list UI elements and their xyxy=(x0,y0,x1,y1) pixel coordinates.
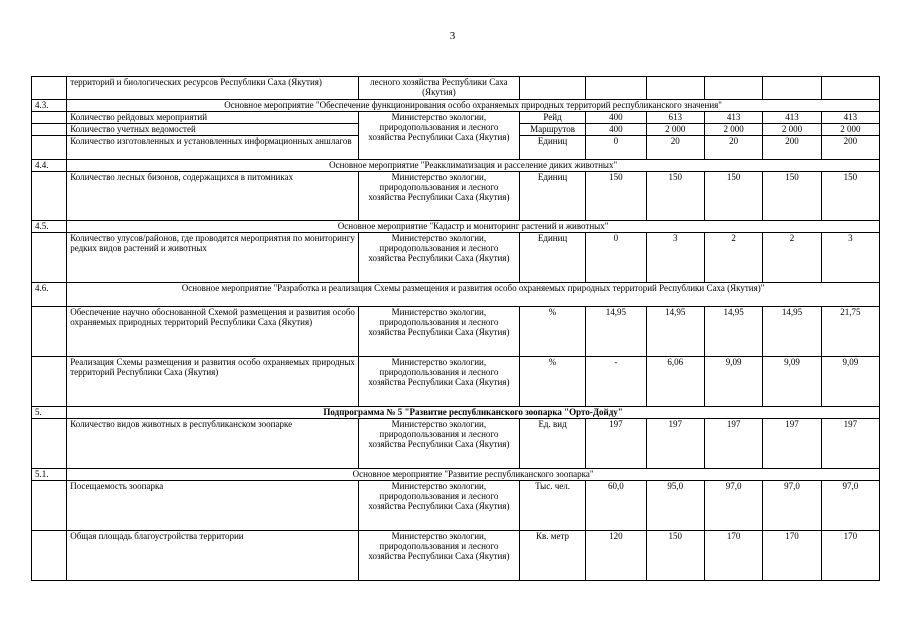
value-cell: 413 xyxy=(704,112,762,124)
responsible-org: лесного хозяйства Республики Саха (Якутия) xyxy=(358,77,519,100)
value-cell: 150 xyxy=(821,172,879,221)
row-number: 4.6. xyxy=(32,283,67,307)
row-number xyxy=(32,124,67,136)
row-number xyxy=(32,481,67,531)
value-cell: 20 xyxy=(646,136,704,160)
table-body xyxy=(32,77,880,581)
row-number: 4.4. xyxy=(32,160,67,172)
value-cell: 197 xyxy=(763,419,821,469)
table-row xyxy=(32,481,880,531)
value-cell: 9,09 xyxy=(821,357,879,407)
value-cell: 150 xyxy=(586,172,646,221)
value-cell: 197 xyxy=(821,419,879,469)
unit-cell: Тыс. чел. xyxy=(519,481,585,531)
value-cell: 170 xyxy=(763,531,821,581)
section-row xyxy=(32,469,880,481)
section-row xyxy=(32,283,880,307)
section-title: Основное мероприятие "Разработка и реализация Схемы размещения и развития особо охраняемых природных территорий Республики Саха (Якутия)" xyxy=(67,283,880,307)
responsible-org: Министерство экологии, природопользования и лесного хозяйства Республики Саха (Якутия) xyxy=(358,531,519,581)
value-cell: 2 xyxy=(763,233,821,283)
table-row xyxy=(32,233,880,283)
unit-cell xyxy=(519,77,585,100)
value-cell: 2 000 xyxy=(704,124,762,136)
row-number xyxy=(32,357,67,407)
row-number xyxy=(32,307,67,357)
value-cell: 200 xyxy=(763,136,821,160)
responsible-org: Министерство экологии, природопользования и лесного хозяйства Республики Саха (Якутия) xyxy=(358,112,519,160)
value-cell: 2 xyxy=(704,233,762,283)
value-cell xyxy=(704,77,762,100)
value-cell: 3 xyxy=(646,233,704,283)
value-cell: 613 xyxy=(646,112,704,124)
section-row xyxy=(32,100,880,112)
indicator-name: Количество учетных ведомостей xyxy=(67,124,359,136)
value-cell: 20 xyxy=(704,136,762,160)
value-cell xyxy=(646,77,704,100)
unit-cell: % xyxy=(519,307,585,357)
value-cell: 14,95 xyxy=(763,307,821,357)
value-cell: 150 xyxy=(646,531,704,581)
row-number xyxy=(32,419,67,469)
row-number xyxy=(32,112,67,124)
table-row xyxy=(32,419,880,469)
table-row xyxy=(32,307,880,357)
section-title: Подпрограмма № 5 "Развитие республиканского зоопарка "Орто-Дойду" xyxy=(67,407,880,419)
section-row xyxy=(32,407,880,419)
value-cell: 413 xyxy=(763,112,821,124)
value-cell: 120 xyxy=(586,531,646,581)
unit-cell: Единиц xyxy=(519,136,585,160)
responsible-org: Министерство экологии, природопользования и лесного хозяйства Республики Саха (Якутия) xyxy=(358,357,519,407)
unit-cell: Кв. метр xyxy=(519,531,585,581)
page-number: 3 xyxy=(449,30,456,42)
value-cell: 6,06 xyxy=(646,357,704,407)
value-cell: 2 000 xyxy=(763,124,821,136)
indicator-name: Количество рейдовых мероприятий xyxy=(67,112,359,124)
value-cell: 2 000 xyxy=(646,124,704,136)
row-number xyxy=(32,531,67,581)
value-cell: 0 xyxy=(586,136,646,160)
value-cell: 9,09 xyxy=(763,357,821,407)
indicator-name: Обеспечение научно обоснованной Схемой размещения и развития особо охраняемых природных территорий Республики Саха (Якутия) xyxy=(67,307,359,357)
responsible-org: Министерство экологии, природопользования и лесного хозяйства Республики Саха (Якутия) xyxy=(358,172,519,221)
row-number xyxy=(32,77,67,100)
responsible-org: Министерство экологии, природопользования и лесного хозяйства Республики Саха (Якутия) xyxy=(358,419,519,469)
responsible-org: Министерство экологии, природопользования и лесного хозяйства Республики Саха (Якутия) xyxy=(358,233,519,283)
indicator-name: Общая площадь благоустройства территории xyxy=(67,531,359,581)
row-number xyxy=(32,136,67,160)
value-cell xyxy=(763,77,821,100)
value-cell: 60,0 xyxy=(586,481,646,531)
value-cell: 197 xyxy=(646,419,704,469)
row-number xyxy=(32,172,67,221)
value-cell: 95,0 xyxy=(646,481,704,531)
row-number xyxy=(32,233,67,283)
value-cell: 97,0 xyxy=(763,481,821,531)
section-title: Основное мероприятие "Кадастр и мониторинг растений и животных" xyxy=(67,221,880,233)
value-cell: 97,0 xyxy=(704,481,762,531)
section-title: Основное мероприятие "Обеспечение функционирования особо охраняемых природных территорий республиканского значения" xyxy=(67,100,880,112)
indicator-name: Посещаемость зоопарка xyxy=(67,481,359,531)
responsible-org: Министерство экологии, природопользования и лесного хозяйства Республики Саха (Якутия) xyxy=(358,481,519,531)
responsible-org: Министерство экологии, природопользования и лесного хозяйства Республики Саха (Якутия) xyxy=(358,307,519,357)
value-cell: 170 xyxy=(704,531,762,581)
unit-cell: % xyxy=(519,357,585,407)
row-number: 5. xyxy=(32,407,67,419)
indicator-name: Количество улусов/районов, где проводятся мероприятия по мониторингу редких видов растений и животных xyxy=(67,233,359,283)
value-cell: 2 000 xyxy=(821,124,879,136)
table-row xyxy=(32,531,880,581)
section-row xyxy=(32,221,880,233)
value-cell: 150 xyxy=(704,172,762,221)
unit-cell: Ед. вид xyxy=(519,419,585,469)
value-cell: 400 xyxy=(586,112,646,124)
indicator-name: Количество изготовленных и установленных информационных аншлагов xyxy=(67,136,359,160)
table-row xyxy=(32,77,880,100)
value-cell: 21,75 xyxy=(821,307,879,357)
indicators-table xyxy=(31,76,880,581)
section-row xyxy=(32,160,880,172)
value-cell: 413 xyxy=(821,112,879,124)
value-cell: 0 xyxy=(586,233,646,283)
indicator-name: Реализация Схемы размещения и развития особо охраняемых природных территорий Республики Саха (Якутия) xyxy=(67,357,359,407)
table-row xyxy=(32,112,880,124)
section-title: Основное мероприятие "Развитие республиканского зоопарка" xyxy=(67,469,880,481)
value-cell: 200 xyxy=(821,136,879,160)
value-cell: 150 xyxy=(646,172,704,221)
value-cell: 170 xyxy=(821,531,879,581)
value-cell: 400 xyxy=(586,124,646,136)
value-cell: 14,95 xyxy=(646,307,704,357)
indicator-name: территорий и биологических ресурсов Республики Саха (Якутия) xyxy=(67,77,359,100)
table-row xyxy=(32,172,880,221)
value-cell: 14,95 xyxy=(586,307,646,357)
value-cell: 3 xyxy=(821,233,879,283)
value-cell: 9,09 xyxy=(704,357,762,407)
row-number: 5.1. xyxy=(32,469,67,481)
indicator-name: Количество лесных бизонов, содержащихся в питомниках xyxy=(67,172,359,221)
value-cell: - xyxy=(586,357,646,407)
value-cell: 97,0 xyxy=(821,481,879,531)
value-cell xyxy=(586,77,646,100)
value-cell: 197 xyxy=(704,419,762,469)
table-row xyxy=(32,357,880,407)
value-cell: 197 xyxy=(586,419,646,469)
indicator-name: Количество видов животных в республиканском зоопарке xyxy=(67,419,359,469)
value-cell: 14,95 xyxy=(704,307,762,357)
unit-cell: Единиц xyxy=(519,172,585,221)
row-number: 4.5. xyxy=(32,221,67,233)
value-cell xyxy=(821,77,879,100)
unit-cell: Рейд xyxy=(519,112,585,124)
row-number: 4.3. xyxy=(32,100,67,112)
unit-cell: Единиц xyxy=(519,233,585,283)
section-title: Основное мероприятие "Реакклиматизация и расселение диких животных" xyxy=(67,160,880,172)
unit-cell: Маршрутов xyxy=(519,124,585,136)
value-cell: 150 xyxy=(763,172,821,221)
